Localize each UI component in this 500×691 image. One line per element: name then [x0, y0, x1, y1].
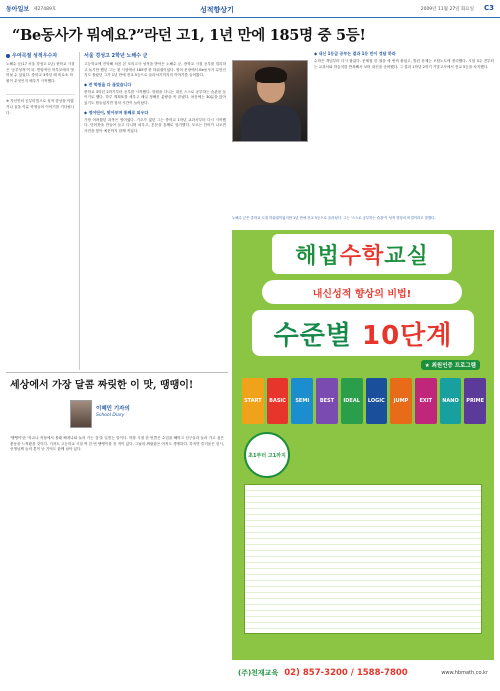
book-cover	[242, 378, 264, 424]
book-cover	[390, 378, 412, 424]
ad-badge: ★ 최원인증 프로그램	[421, 360, 480, 370]
article-subhead-2: ◆ 영어단어, 맞아보며 통째로 외우다	[84, 109, 149, 115]
ad-subtitle: 내신성적 향상의 비법!	[312, 288, 412, 300]
article-paragraph-3: 수학은 개념부터 다시 잡았다. 문제집 한 권을 세 번씩 풀었고, 틀린 문제는 오답노트에 정리했다. 시험 3주 전부터는 교과서와 학습지를 반복해서 보며 내신을 준비했다. 그 결과 1학년 2학기 기말고사에서 전교 5등을 차지했다.	[314, 59, 494, 69]
section-title: 성적향상기	[200, 6, 234, 14]
column-name: School Diary	[96, 413, 125, 418]
book-cover	[341, 378, 363, 424]
school-diary-column	[6, 376, 228, 391]
issue-number: 제27489호	[33, 6, 57, 12]
book-title: LOGIC	[367, 398, 385, 404]
book-cover	[464, 378, 486, 424]
ad-subtitle-box	[262, 280, 462, 304]
author-box	[70, 398, 152, 432]
school-diary-text	[10, 436, 224, 453]
book-title: BEST	[319, 398, 335, 404]
book-title: NANO	[442, 398, 459, 404]
article-column-2	[314, 48, 494, 70]
ad-footer	[232, 660, 494, 686]
book-title: IDEAL	[343, 398, 360, 404]
sidebar	[6, 52, 80, 370]
book-title: JUMP	[393, 398, 409, 404]
author-photo	[70, 400, 92, 428]
sidebar-tag: 우여곡절 성적우수자	[6, 52, 75, 59]
ad-brand: (주)천재교육	[238, 669, 279, 677]
book-title: START	[244, 398, 262, 404]
ad-grade-circle: 초1부터 고1까지	[244, 432, 290, 478]
article-byline: 서울 경성고 2학년 노해수 군	[84, 53, 148, 59]
column-body: '땡땡이'란 '학교나 직장에서 몰래 빠져나와 놀러 가는 것'을 일컫는 말이다. 학창 시절 한 번쯤은 수업을 빼먹고 친구들과 놀러 가고 싶은 충동을 느껴봤을 것이다. 기자도 고등학교 시절 딱 한 번 땡땡이를 친 적이 있다. 그날의 짜릿함은 아직도 생생하다. 하지만 즐거움은 잠시, 선생님께 들켜 혼이 난 기억도 함께 남아 있다.	[10, 436, 224, 452]
author-name: 이혜민 기자의	[96, 406, 130, 412]
page-header	[0, 0, 500, 18]
book-title: EXIT	[419, 398, 433, 404]
ad-program-table	[244, 484, 482, 634]
book-cover	[291, 378, 313, 424]
article-subhead-1: ◆ 전 학원을 다 끊었습니다	[84, 81, 132, 87]
bullet-icon	[6, 54, 10, 58]
book-cover	[267, 378, 289, 424]
publish-date: 2009년 11월 27일 화요일	[420, 7, 474, 12]
newspaper-logo: 동아일보	[6, 6, 30, 13]
ad-url[interactable]: www.hbmath.co.kr	[441, 670, 488, 676]
ad-phone[interactable]: 02) 857-3200 / 1588-7800	[284, 668, 408, 678]
book-cover	[366, 378, 388, 424]
book-title: BASIC	[269, 398, 286, 404]
column-title: 세상에서 가장 달콤 짜릿한 이 맛, 땡땡이!	[10, 380, 194, 391]
ad-title-box	[272, 234, 452, 274]
table-row	[245, 623, 481, 629]
ad-levels-box	[252, 310, 474, 356]
book-series	[242, 372, 486, 424]
photo-caption: 노해수 군은 중학교 시절 하위권이었지만 1년 만에 전교 5등으로 올라섰다. 그는 '스스로 공부하는 습관'이 성적 향상의 비결이라고 말했다.	[232, 216, 436, 220]
ad-title: 해법수학교실	[295, 243, 429, 269]
book-cover	[415, 378, 437, 424]
article-paragraph-2: 가장 어려웠던 과목은 영어였다. 기초가 없던 그는 중학교 1학년 교과서부터 다시 시작했다. 단어장을 만들어 들고 다니며 외우고, 본문을 통째로 암기했다. 모르는 단어가 나오면 사전을 찾아 예문까지 함께 적었다.	[84, 117, 226, 133]
article-column-1	[84, 62, 226, 134]
book-cover	[316, 378, 338, 424]
section-divider	[6, 372, 228, 373]
page-code: C3	[483, 4, 494, 12]
article-intro: 고등학교에 진학해 처음 본 모의고사 성적을 받아든 노해수 군. 중학교 시절 공부를 멀리하고 놀기만 했던 그는 첫 시험에서 185명 중 하위권이었다. 영어 문장에서 Be동사가 무엇인지도 몰랐던 그가 1년 만에 전교 5등으로 올라서기까지의 이야기를 들어봤다.	[84, 62, 226, 78]
article-paragraph-1: 중학교 3학년 2학기부터 공부를 시작했다. 학원을 다니는 대신 스스로 공부하는 습관을 들이기로 했다. 하루 계획표를 세우고 매일 정해진 분량을 꼭 끝냈다. 처음에는 30분을 앉아 있기도 힘들었지만 점차 시간이 늘어났다.	[84, 89, 226, 105]
book-title: SEMI	[295, 398, 310, 404]
book-title: PRIME	[466, 398, 485, 404]
math-class-advertisement[interactable]	[232, 230, 494, 686]
student-photo	[232, 60, 308, 142]
main-headline: “Be동사가 뭐예요?”라던 고1, 1년 만에 185명 중 5등!	[12, 27, 366, 44]
sidebar-text: 노해수 군(17 서울 경성고 1년) 중학교 시절은 '공부성적'이 되. 반항적인 학부모에서 벗어날 수 있었다. 중학교 3학년 때 비로소 학원이 무엇인지 배우기 시작했다.	[6, 62, 75, 83]
sidebar-note: ※ 자신만의 공부비법으로 성적 향상을 이뤘거나 꿈을 이룬 학생들의 이야기를 기다립니다.	[6, 94, 75, 116]
book-cover	[440, 378, 462, 424]
article-subhead-3: ◆ 내신 1등급 공부는 결과 1등 만이 정답 하라	[314, 51, 396, 56]
ad-levels: 수준별 10단계	[273, 320, 453, 351]
